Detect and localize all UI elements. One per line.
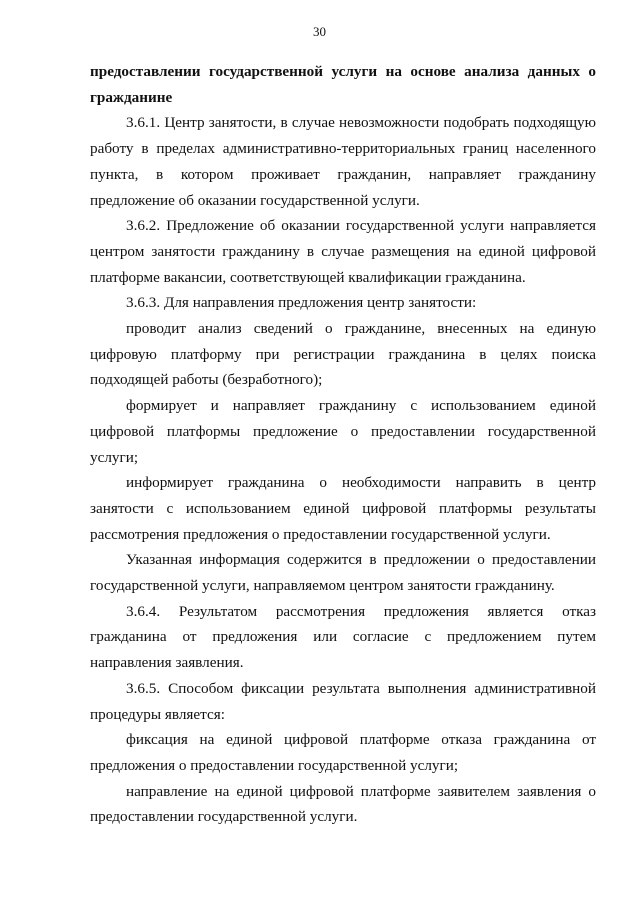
paragraph-info: Указанная информация содержится в предложении о предоставлении государственной услуги, направляемом центром занятости гражданину. [90, 551, 596, 595]
paragraph-fixation: фиксация на единой цифровой платформе отказа гражданина от предложения о предоставлении государственной услуги; [90, 731, 596, 774]
page-number: 30 [313, 24, 326, 39]
paragraph-3-6-4: 3.6.4. Результатом рассмотрения предложения является отказ гражданина от предложения или согласие с предложением путем направления заявления. [90, 602, 596, 672]
paragraph-3-6-2: 3.6.2. Предложение об оказании государственной услуги направляется центром занятости гражданину в случае размещения на единой цифровой платформе вакансии, соответствующей квалификации гражданина. [90, 217, 596, 286]
paragraph-3-6-1: 3.6.1. Центр занятости, в случае невозможности подобрать подходящую работу в пределах административно-территориальных границ населенного пункта, в котором проживает гражданин, направляет гражданину предложение об оказании государственной услуги. [90, 114, 596, 209]
paragraph-3-6-5: 3.6.5. Способом фиксации результата выполнения административной процедуры является: [90, 679, 596, 723]
paragraph-3-6-3: 3.6.3. Для направления предложения центр занятости: [126, 294, 477, 312]
heading-continuation: предоставлении государственной услуги на основе анализа данных о гражданине [90, 63, 596, 106]
paragraph-direction: направление на единой цифровой платформе заявителем заявления о предоставлении государственной услуги. [90, 782, 596, 826]
paragraph-forms: формирует и направляет гражданину с использованием единой цифровой платформы предложение о предоставлении государственной услуги; [90, 397, 596, 466]
paragraph-analysis: проводит анализ сведений о гражданине, внесенных на единую цифровую платформу при регистрации гражданина в целях поиска подходящей работы (безработного); [90, 320, 596, 389]
paragraph-informs: информирует гражданина о необходимости направить в центр занятости с использованием единой цифровой платформы результаты рассмотрения предложения о предоставлении государственной услуги. [90, 474, 596, 543]
document-body [90, 59, 596, 830]
